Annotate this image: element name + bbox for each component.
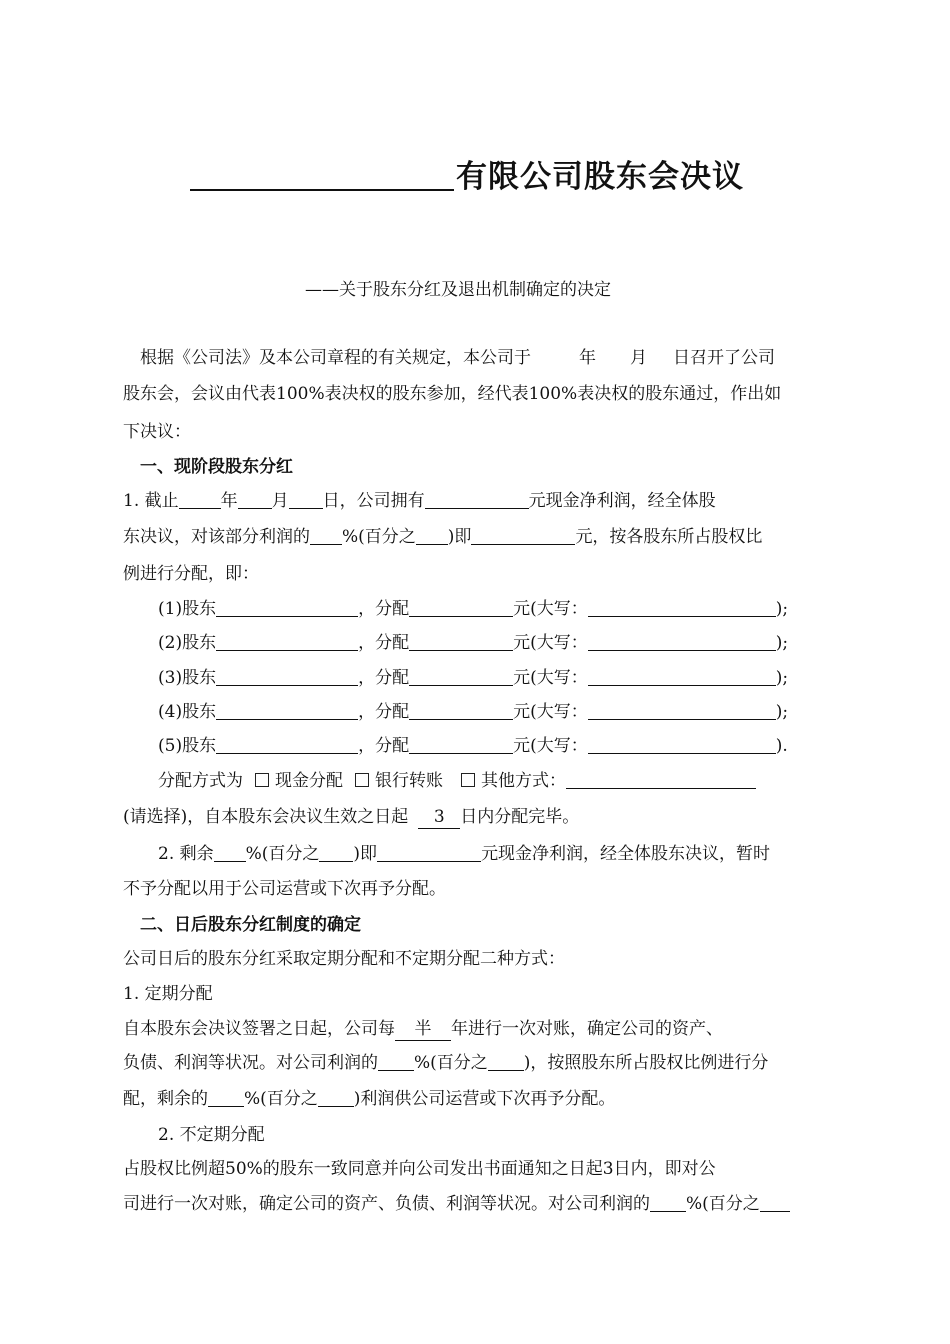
other-method-checkbox[interactable] (461, 773, 475, 787)
days-value[interactable]: 3 (418, 806, 460, 829)
intro-line-1: 根据《公司法》及本公司章程的有关规定，本公司于 年 月 日召开了公司 (140, 348, 775, 368)
percent-blank[interactable] (310, 526, 342, 545)
shareholder-row: (4)股东 ，分配 元(大写： ); (158, 702, 789, 722)
intro-line-2: 股东会，会议由代表100%表决权的股东参加，经代表100%表决权的股东通过，作出如 (123, 384, 782, 404)
net-profit-blank[interactable] (425, 490, 529, 509)
shareholder-name-blank[interactable] (216, 735, 358, 754)
select-note: (请选择)，自本股东会决议生效之日起 3 日内分配完毕。 (123, 807, 580, 827)
remaining-profit-percent-blank[interactable] (208, 1088, 244, 1107)
s1-p1-line-2: 东决议，对该部分利润的 %(百分之 )即 元，按各股东所占股权比 (123, 527, 763, 547)
regular-line-3: 配，剩余的 %(百分之 )利润供公司运营或下次再予分配。 (123, 1089, 616, 1109)
allocation-blank[interactable] (409, 598, 513, 617)
amount-words-blank[interactable] (588, 598, 776, 617)
remaining-percent-words-blank[interactable] (319, 843, 353, 862)
irregular-percent-words-blank[interactable] (760, 1193, 790, 1212)
s2-intro: 公司日后的股东分红采取定期分配和不定期分配二种方式： (123, 949, 565, 969)
shareholder-name-blank[interactable] (216, 598, 358, 617)
month-blank[interactable] (238, 490, 272, 509)
amount-words-blank[interactable] (588, 701, 776, 720)
period-value[interactable]: 半 (395, 1018, 451, 1041)
subtitle: ——关于股东分红及退出机制确定的决定 (305, 280, 611, 300)
irregular-line-2: 司进行一次对账，确定公司的资产、负债、利润等状况。对公司利润的 %(百分之 (123, 1193, 790, 1215)
allocation-blank[interactable] (409, 735, 513, 754)
remaining-percent-blank[interactable] (214, 843, 246, 862)
profit-percent-words-blank[interactable] (488, 1052, 524, 1071)
shareholder-name-blank[interactable] (216, 701, 358, 720)
shareholder-name-blank[interactable] (216, 632, 358, 651)
bank-transfer-checkbox[interactable] (355, 773, 369, 787)
allocation-blank[interactable] (409, 632, 513, 651)
allocation-blank[interactable] (409, 701, 513, 720)
section-2-heading: 二、日后股东分红制度的确定 (140, 915, 361, 935)
amount-words-blank[interactable] (588, 632, 776, 651)
irregular-percent-blank[interactable] (650, 1193, 686, 1212)
section-1-heading: 一、现阶段股东分红 (140, 457, 293, 477)
shareholder-row: (5)股东 ，分配 元(大写： ). (158, 736, 788, 756)
shareholder-row: (1)股东 ，分配 元(大写： ); (158, 599, 789, 619)
company-name-blank[interactable] (190, 159, 454, 191)
remaining-amount-blank[interactable] (377, 843, 481, 862)
regular-line-1: 自本股东会决议签署之日起，公司每 半 年进行一次对账，确定公司的资产、 (123, 1019, 723, 1039)
s1-p1-line-1: 1. 截止 年 月 日，公司拥有 元现金净利润，经全体股 (123, 491, 716, 511)
irregular-distribution-title: 2. 不定期分配 (158, 1125, 265, 1145)
shareholder-row: (3)股东 ，分配 元(大写： ); (158, 668, 789, 688)
allocation-blank[interactable] (409, 667, 513, 686)
distribution-method: 分配方式为 现金分配 银行转账 其他方式： (158, 770, 756, 792)
regular-line-2: 负债、利润等状况。对公司利润的 %(百分之 )，按照股东所占股权比例进行分 (123, 1053, 769, 1073)
profit-percent-blank[interactable] (378, 1052, 414, 1071)
year-blank[interactable] (179, 490, 221, 509)
shareholder-row: (2)股东 ，分配 元(大写： ); (158, 633, 789, 653)
intro-line-3: 下决议： (123, 422, 191, 442)
shareholder-name-blank[interactable] (216, 667, 358, 686)
cash-checkbox[interactable] (255, 773, 269, 787)
day-blank[interactable] (289, 490, 323, 509)
s1-p1-line-3: 例进行分配，即： (123, 564, 259, 584)
amount-words-blank[interactable] (588, 667, 776, 686)
regular-distribution-title: 1. 定期分配 (123, 984, 213, 1004)
s1-p2-line-2: 不予分配以用于公司运营或下次再予分配。 (123, 879, 446, 899)
percent-words-blank[interactable] (416, 526, 448, 545)
other-method-blank[interactable] (566, 770, 756, 789)
document-title: 有限公司股东会决议 (190, 155, 744, 199)
irregular-line-1: 占股权比例超50%的股东一致同意并向公司发出书面通知之日起3日内，即对公 (123, 1159, 716, 1179)
s1-p2-line-1: 2. 剩余 %(百分之 )即 元现金净利润，经全体股东决议，暂时 (158, 844, 771, 864)
amount-blank[interactable] (471, 526, 575, 545)
amount-words-blank[interactable] (588, 735, 776, 754)
remaining-profit-words-blank[interactable] (318, 1088, 354, 1107)
